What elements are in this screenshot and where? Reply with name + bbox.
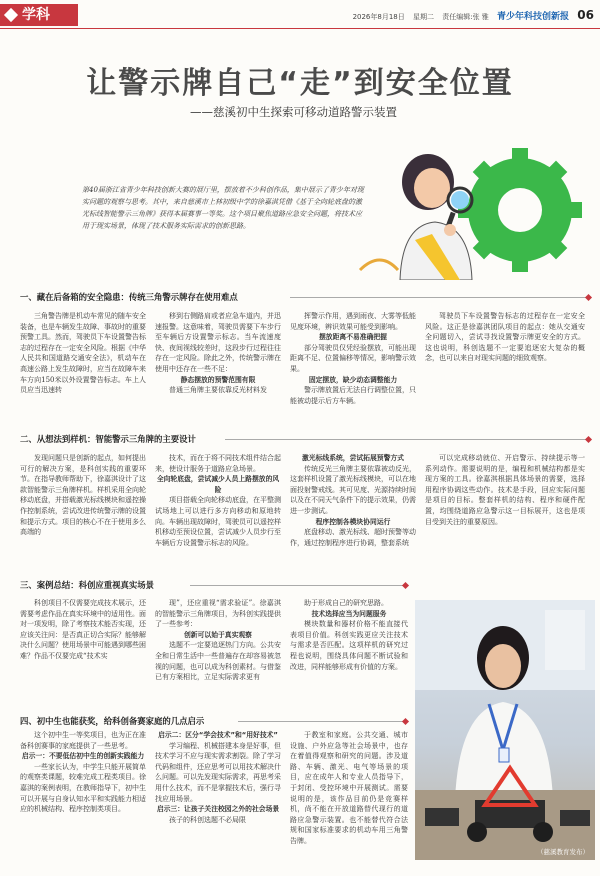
page-header [0,0,600,30]
s1-column-4 [425,311,585,364]
s4-column-1 [20,730,146,815]
s2-column-1 [20,453,146,538]
article-intro: 第40届浙江省青少年科技创新大赛的展厅里，摆放着不少科创作品，集中展示了青少年对现实问题的观察与思考。其中，来自慈溪市上林初级中学的徐嘉淇凭借《基于全向轮底盘的激光标线智能警示三角牌》获得本届赛事一等奖。这个项目聚焦道路应急安全问题，将技术应用于现实场景，体现了技术服务实际需求的创新思路。 [82,186,364,230]
s2-column-2 [155,453,281,548]
section-3-heading: 三、案例总结：科创应重视真实场景 [20,580,154,590]
subheading: 摆放距离不易准确把握 [319,333,387,342]
paragraph: 三角警告牌是机动车常见的随车安全装备，也是车辆发生故障、事故时的重要预警工具。然而，驾驶员下车设置警告标志的过程存在一定安全风险。根据《中华人民共和国道路交通安全法》，机动车在高速公路上发生故障时，应当在故障车来车方向150米以外设置警告标志。车上人员应当迅速转 [20,312,146,395]
s4-column-3 [290,730,408,847]
paragraph: 部分驾驶员仅凭经验摆放，可能出现距离不足、位置偏移等情况，影响警示效果。 [290,343,416,373]
paragraph: 可以完成移动就位、开启警示、持续提示等一系列动作。需要说明的是，编程和机械结构都是实现方案的工具。徐嘉淇根据具体场景的需要，选择用程序协调这些动作。技术是手段，回应实际问题是项目的目标。整套样机的结构、程序和硬件配置，均围绕道路应急警示这一目标展开，这也是项目受到关注的重要原因。 [425,454,585,526]
paragraph: 孩子的科创选题不必局限 [169,815,246,824]
section-4-heading: 四、初中生也能获奖，给科创备赛家庭的几点启示 [20,716,205,726]
paragraph: 一些家长认为，中学生只能开展简单的观察类课题，较难完成工程类项目。徐嘉淇的案例表明，在教师指导下，初中生可以开展与自身认知水平和实践能力相适应的机械结构、程序控制类项目。 [20,762,146,814]
newspaper-name: 青少年科技创新报 [497,12,570,22]
paragraph: 选题不一定要追逐热门方向。公共安全和日常生活中一些普遍存在却容易被忽视的问题，也可以成为科创素材。与借鉴已有方案相比，立足实际需求更有 [155,641,281,682]
section-2-rule [225,439,588,440]
s3-column-2 [155,598,281,683]
page-number: 06 [577,8,594,22]
header-rule [0,28,600,29]
subheading: 启示一：不要低估初中生的创新实践能力 [21,752,145,761]
s1-column-1 [20,311,146,396]
article-subtitle: ——慈溪初中生探索可移动道路警示装置 [190,105,397,119]
paragraph: 学习编程、机械搭建本身是好事，但技术学习不应与现实需求割裂。除了学习代码和组件，还应思考可以用技术解决什么问题。可以先发现实际需求，再思考采用什么技术，而不是掌握技术后，强行寻找应用场景。 [155,741,281,803]
paragraph: 挥警示作用，遇到雨夜、大雾等低能见度环境，辨识效果可能受到影响。 [290,312,416,331]
subheading: 程序控制各模块协同运行 [315,517,391,526]
subheading: 技术选择应当为问题服务 [311,609,387,618]
issue-weekday: 星期二 [412,13,434,21]
subheading: 创新可以始于真实观察 [184,630,252,639]
s3-column-1 [20,598,146,662]
article-title: 让警示牌自己“走”到安全位置 [86,66,514,101]
paragraph: 发现问题只是创新的起点，如何提出可行的解决方案，是科创实践的重要环节。在指导教师帮助下，徐嘉淇设计了这款智能警示三角牌样机。样机采用全向轮移动底盘，并搭载激光标线模块和遥控操作控制系统，尝试改进传统警示牌的设置和提示方式。项目的核心不在于使用多么高端的 [20,454,146,537]
section-1-heading: 一、藏在后备箱的安全隐患：传统三角警示牌存在使用难点 [20,292,238,302]
s1-column-2 [155,311,281,396]
subheading: 激光标线系统，尝试拓展预警方式 [302,454,404,462]
photo-credit: （慈溪教育发布） [537,848,589,856]
subheading: 启示二：区分“学会技术”和“用好技术” [158,731,278,739]
paragraph: 科创项目不仅需要完成技术展示，还需要考虑作品在真实环境中的适用性。面对一项发明，除了考察技术能否实现，还应该关注问：是否真正切合实际？能够解决什么问题？使用场景中可能遇到哪些困难？作品不仅要完成“技术实 [20,599,146,660]
paragraph: 普通三角牌主要依靠反光材料发 [169,386,267,395]
section-tag: 学科 [0,4,78,26]
paragraph: 现”，还应重视“需求验证”。徐嘉淇的智能警示三角牌项目，为科创实践提供了一些参考： [155,599,281,629]
girl-magnifier-illustration [340,130,590,280]
student-with-robot-image [415,600,595,860]
subheading: 全向轮底盘，尝试减少人员上路摆放的风险 [156,475,280,494]
section-4-rule [238,721,405,722]
s3-column-3 [290,598,408,672]
header-meta [347,8,594,22]
subheading: 静态摆放的预警范围有限 [180,375,256,384]
editor-credit: 责任编辑:张 雅 [442,13,489,21]
s4-column-2 [155,730,281,825]
paragraph: 于教室和家庭。公共交通、城市设施、户外应急等社会场景中，也存在着值得观察和研究的问题。涉及道路、车辆、激光、电气等场景的项目，应在成年人和专业人员指导下，于封闭、受控环境中开展测试。需要说明的是，该作品目前仍是竞赛样机，尚不能在开放道路替代现行的道路应急警示装置。也不能替代符合法规和国家标准要求的机动车用三角警告牌。 [290,731,408,845]
section-3-rule [190,585,405,586]
paragraph: 底盘移动、激光标线、超时预警等动作，通过控制程序进行协调，整套系统 [290,528,416,547]
s2-column-3 [290,453,416,548]
paragraph: 传统反光三角牌主要依靠被动反光，这套样机设置了激光标线模块，可以在地面投射警戒线。其可见度、光源持续时间以及在不同天气条件下的提示效果，仍需进一步测试。 [290,464,416,515]
paragraph: 项目搭载全向轮移动底盘，在平整测试场地上可以进行多方向移动和原地转向。车辆出现故障时，驾驶员可以遥控样机移动至预设位置，尝试减少人员步行至车辆后方设置警示标志的风险。 [155,496,281,547]
paragraph: 这个初中生一等奖项目，也为正在准备科创赛事的家庭提供了一些思考。 [20,731,146,750]
paragraph: 技术，而在于将不同技术组件结合起来，使设计服务于道路应急场景。 [155,454,281,473]
s1-column-3 [290,311,416,406]
paragraph: 模块数量和器材价格不能直接代表项目价值。科创实践更应关注技术与需求是否匹配。这项样机的研究过程也说明，围绕具体问题不断试验和改进，同样能够形成有价值的方案。 [290,620,408,671]
subheading: 固定摆放，缺少动态调整能力 [308,375,398,384]
paragraph: 助于形成自己的研究思路。 [304,599,388,607]
issue-date: 2026年8月18日 [352,13,405,21]
section-2-heading: 二、从想法到样机：智能警示三角牌的主要设计 [20,434,196,444]
gear-icon [458,148,582,272]
paragraph: 驾驶员下车设置警告标志的过程存在一定安全风险。这正是徐嘉淇团队项目的起点：她从交通安全问题切入，尝试寻找设置警示牌更安全的方式。这也说明，科创选题不一定要追逐宏大复杂的概念，也可以来自对现实问题的细致观察。 [425,312,585,363]
paragraph: 警示牌放置后无法自行调整位置，只能被动提示后方车辆。 [290,386,416,405]
student-photo [415,600,595,860]
s2-column-4 [425,453,585,527]
paragraph: 移到右侧路肩或者应急车道内，并迅速报警。这意味着，驾驶员需要下车步行至车辆后方设置警示标志。当车流速度快、夜间视线较差时，这段步行过程往往存在一定风险。除此之外，传统警示牌在使用中还存在一些不足： [155,312,281,373]
section-1-rule [290,297,588,298]
subheading: 启示三：让孩子关注校园之外的社会场景 [156,805,280,814]
